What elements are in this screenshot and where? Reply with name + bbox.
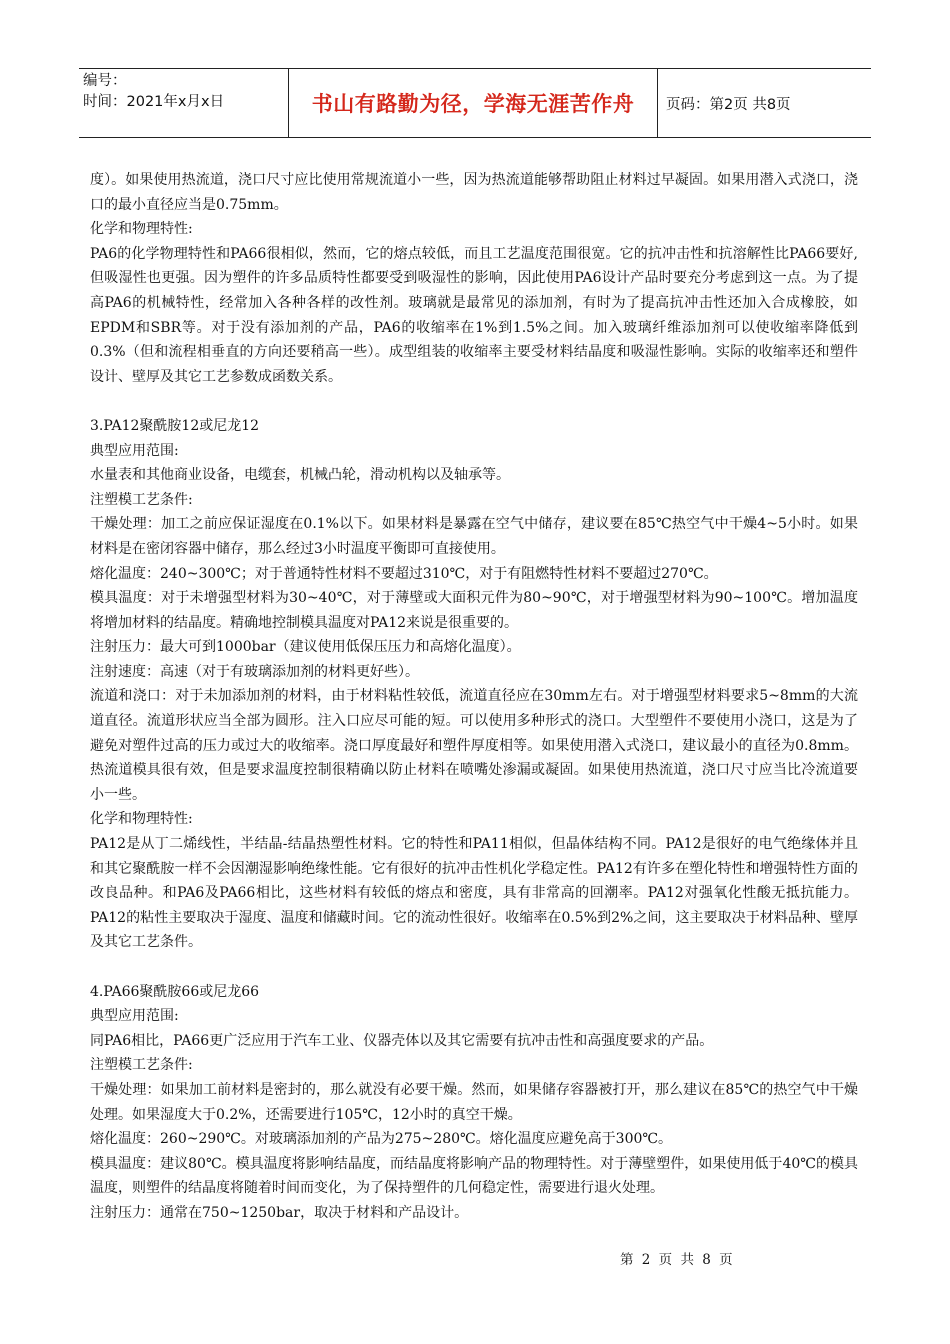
paragraph: 度）。如果使用热流道，浇口尺寸应比使用常规流道小一些，因为热流道能够帮助阻止材料过早凝固。如果用潜入式浇口，浇口的最小直径应当是0.75mm。: [90, 172, 858, 213]
page-footer: 第 2 页 共 8 页: [620, 1252, 735, 1268]
paragraph: 典型应用范围:: [90, 442, 179, 459]
paragraph: 典型应用范围:: [90, 1008, 179, 1025]
paragraph: 同PA6相比，PA66更广泛应用于汽车工业、仪器壳体以及其它需要有抗冲击性和高强度要求的产品。: [90, 1032, 714, 1049]
header-motto: 书山有路勤为径，学海无涯苦作舟: [289, 69, 658, 137]
paragraph: 化学和物理特性:: [90, 811, 193, 828]
paragraph-gap: [90, 389, 858, 414]
paragraph: 干燥处理：如果加工前材料是密封的，那么就没有必要干燥。然而，如果储存容器被打开，那么建议在85℃的热空气中干燥处理。如果湿度大于0.2%，还需要进行105℃，12小时的真空干燥。: [90, 1081, 858, 1123]
header-meta: [79, 69, 289, 137]
paragraph: 注射压力：最大可到1000bar（建议使用低保压压力和高熔化温度）。: [90, 639, 521, 656]
document-body: [90, 168, 858, 1226]
paragraph: 3.PA12聚酰胺12或尼龙12: [90, 417, 260, 434]
paragraph: 干燥处理：加工之前应保证湿度在0.1%以下。如果材料是暴露在空气中储存，建议要在85℃热空气中干燥4~5小时。如果材料是在密闭容器中储存，那么经过3小时温度平衡即可直接使用。: [90, 516, 858, 557]
paragraph: 水量表和其他商业设备，电缆套，机械凸轮，滑动机构以及轴承等。: [90, 467, 510, 484]
paragraph: 熔化温度：260~290℃。对玻璃添加剂的产品为275~280℃。熔化温度应避免高于300℃。: [90, 1131, 673, 1148]
page-header: [79, 68, 871, 138]
paragraph: PA6的化学物理特性和PA66很相似，然而，它的熔点较低，而且工艺温度范围很宽。它的抗冲击性和抗溶解性比PA66要好,但吸湿性也更强。因为塑件的许多品质特性都要受到吸湿性的影响，因此使用PA6设计产品时要充分考虑到这一点。为了提高PA6的机械特性，经常加入各种各样的改性剂。玻璃就是最常见的添加剂，有时为了提高抗冲击性还加入合成橡胶，如EPDM和SBR等。对于没有添加剂的产品，PA6的收缩率在1%到1.5%之间。加入玻璃纤维添加剂可以使收缩率降低到0.3%（但和流程相垂直的方向还要稍高一些）。成型组装的收缩率主要受材料结晶度和吸湿性影响。实际的收缩率还和塑件设计、壁厚及其它工艺参数成函数关系。: [90, 245, 858, 385]
paragraph: 注塑模工艺条件:: [90, 1057, 193, 1074]
paragraph: 化学和物理特性:: [90, 221, 193, 238]
paragraph: 模具温度：对于未增强型材料为30~40℃，对于薄壁或大面积元件为80~90℃，对于增强型材料为90~100℃。增加温度将增加材料的结晶度。精确地控制模具温度对PA12来说是很重要的。: [90, 590, 858, 631]
paragraph: 4.PA66聚酰胺66或尼龙66: [90, 983, 260, 1000]
paragraph-gap: [90, 955, 858, 980]
paragraph: 注塑模工艺条件:: [90, 491, 193, 508]
document-number-label: 编号：: [83, 73, 127, 89]
header-page-number: 页码：第2页 共8页: [666, 96, 791, 113]
paragraph: 注射速度：高速（对于有玻璃添加剂的材料更好些）。: [90, 663, 419, 680]
document-date-label: 时间：2021年x月x日: [83, 94, 225, 110]
paragraph: 熔化温度：240~300℃；对于普通特性材料不要超过310℃，对于有阻燃特性材料不要超过270℃。: [90, 565, 718, 582]
paragraph: 注射压力：通常在750~1250bar，取决于材料和产品设计。: [90, 1204, 469, 1221]
paragraph: 流道和浇口：对于未加添加剂的材料，由于材料粘性较低，流道直径应在30mm左右。对于增强型材料要求5~8mm的大流道直径。流道形状应当全部为圆形。注入口应尽可能的短。可以使用多种形式的浇口。大型塑件不要使用小浇口，这是为了避免对塑件过高的压力或过大的收缩率。浇口厚度最好和塑件厚度相等。如果使用潜入式浇口，建议最小的直径为0.8mm。热流道模具很有效，但是要求温度控制很精确以防止材料在喷嘴处渗漏或凝固。如果使用热流道，浇口尺寸应当比冷流道要小一些。: [90, 688, 858, 803]
paragraph: 模具温度：建议80℃。模具温度将影响结晶度，而结晶度将影响产品的物理特性。对于薄壁塑件，如果使用低于40℃的模具温度，则塑件的结晶度将随着时间而变化，为了保持塑件的几何稳定性，需要进行退火处理。: [90, 1155, 858, 1197]
paragraph: PA12是从丁二烯线性，半结晶-结晶热塑性材料。它的特性和PA11相似，但晶体结构不同。PA12是很好的电气绝缘体并且和其它聚酰胺一样不会因潮湿影响绝缘性能。它有很好的抗冲击性机化学稳定性。PA12有许多在塑化特性和增强特性方面的改良品种。和PA6及PA66相比，这些材料有较低的熔点和密度，具有非常高的回潮率。PA12对强氧化性酸无抵抗能力。PA12的粘性主要取决于湿度、温度和储藏时间。它的流动性很好。收缩率在0.5%到2%之间，这主要取决于材料品种、壁厚及其它工艺条件。: [90, 836, 858, 951]
